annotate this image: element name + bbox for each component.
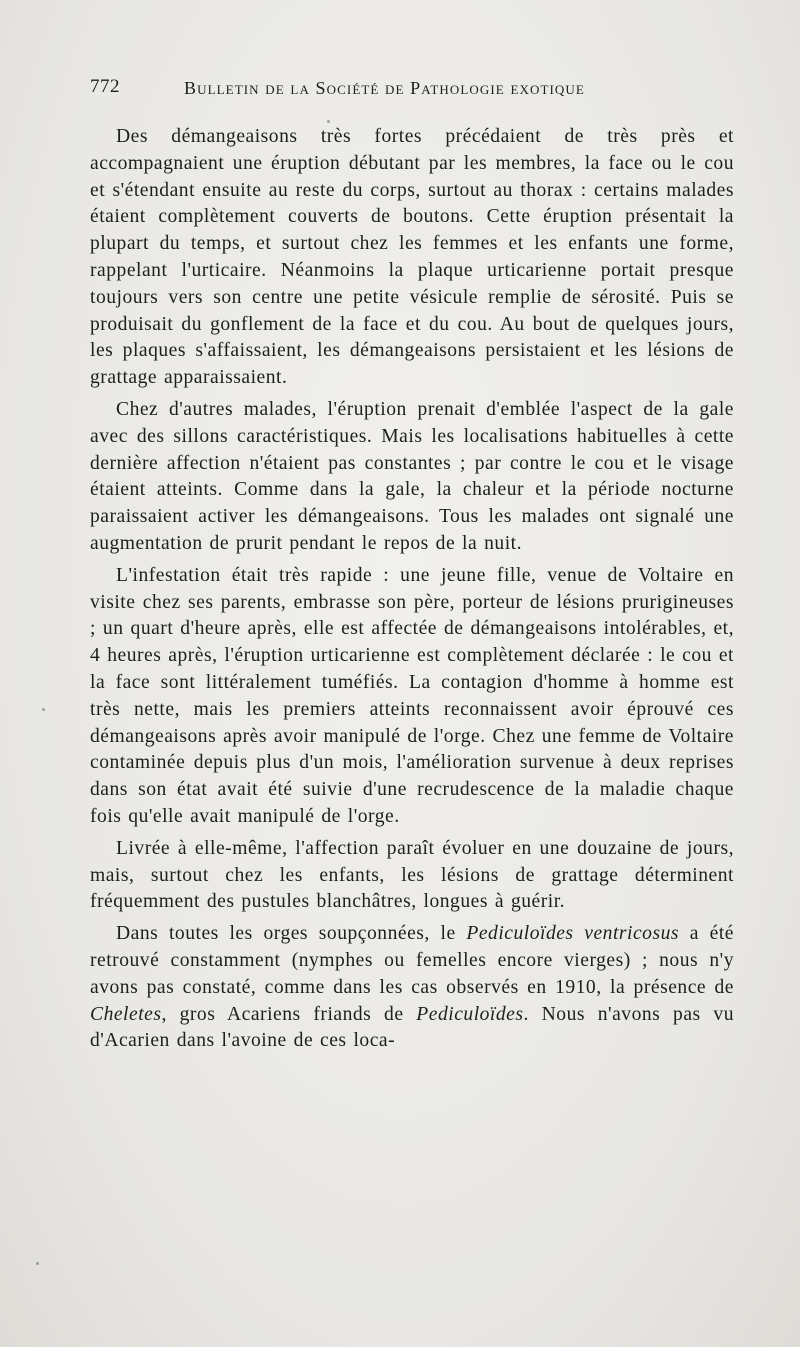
- text-segment: , gros Acariens friands de: [161, 1003, 417, 1025]
- paper-speck: [327, 120, 330, 123]
- text-segment: Des démangeaisons très fortes précédaient de très près et accompagnaient une éruption débutant par les membres, la face ou le cou et s'étendant ensuite au reste du corps, surtout au thorax : certains malades étaient complètement couverts de boutons. Cette éruption présentait la plupart du temps, et surtout chez les femmes et les enfants une forme, rappelant l'urticaire. Néanmoins la plaque urticarienne portait presque toujours vers son centre une petite vésicule remplie de sérosité. Puis se produisait du gonflement de la face et du cou. Au bout de quelques jours, les plaques s'affaissaient, les démangeaisons persistaient et les lésions de grattage apparaissaient.: [90, 126, 734, 389]
- running-title: Bulletin de la Société de Pathologie exotique: [184, 78, 585, 98]
- paragraph: [90, 836, 734, 916]
- page-header: [90, 76, 730, 106]
- paragraph: [90, 921, 734, 1055]
- paragraph: [90, 124, 734, 392]
- text-segment: Livrée à elle-même, l'affection paraît évoluer en une douzaine de jours, mais, surtout chez les enfants, les lésions de grattage déterminent fréquemment des pustules blanchâtres, longues à guérir.: [90, 837, 734, 913]
- paper-speck: [36, 1262, 39, 1265]
- text-segment: L'infestation était très rapide : une jeune fille, venue de Voltaire en visite chez ses parents, embrasse son père, porteur de lésions prurigineuses ; un quart d'heure après, elle est affectée de démangeaisons intolérables, et, 4 heures après, l'éruption urticarienne est complètement déclarée : le cou et la face sont littéralement tuméfiés. La contagion d'homme à homme est très nette, mais les premiers atteints reconnaissent avoir éprouvé ces démangeaisons après avoir manipulé de l'orge. Chez une femme de Voltaire contaminée depuis plus d'un mois, l'amélioration survenue à deux reprises dans son état avait été suivie d'une recrudescence de la maladie chaque fois qu'elle avait manipulé de l'orge.: [90, 564, 734, 827]
- paragraph: [90, 397, 734, 558]
- text-segment: . Nous n'avons pas vu d'Acarien dans l'avoine de ces loca-: [90, 1003, 734, 1052]
- text-segment: Chez d'autres malades, l'éruption prenait d'emblée l'aspect de la gale avec des sillons caractéristiques. Mais les localisations habituelles à cette dernière affection n'étaient pas constantes ; par contre le cou et le visage étaient atteints. Comme dans la gale, la chaleur et la période nocturne paraissaient activer les démangeaisons. Tous les malades ont signalé une augmentation de prurit pendant le repos de la nuit.: [90, 398, 734, 554]
- paper-speck: [42, 708, 45, 711]
- italic-species-name: Pediculoïdes ventricosus: [466, 923, 680, 945]
- italic-genus-name: Pediculoïdes: [416, 1003, 524, 1025]
- text-segment: a été retrouvé constamment (nymphes ou femelles encore vierges) ; nous n'y avons pas constaté, comme dans les cas observés en 1910, la présence de: [90, 923, 734, 998]
- body-text: [90, 124, 734, 1055]
- text-segment: Dans toutes les orges soupçonnées, le: [116, 923, 467, 945]
- paragraph: [90, 563, 734, 831]
- italic-genus-name: Cheletes: [90, 1003, 162, 1025]
- page-number: 772: [90, 76, 120, 97]
